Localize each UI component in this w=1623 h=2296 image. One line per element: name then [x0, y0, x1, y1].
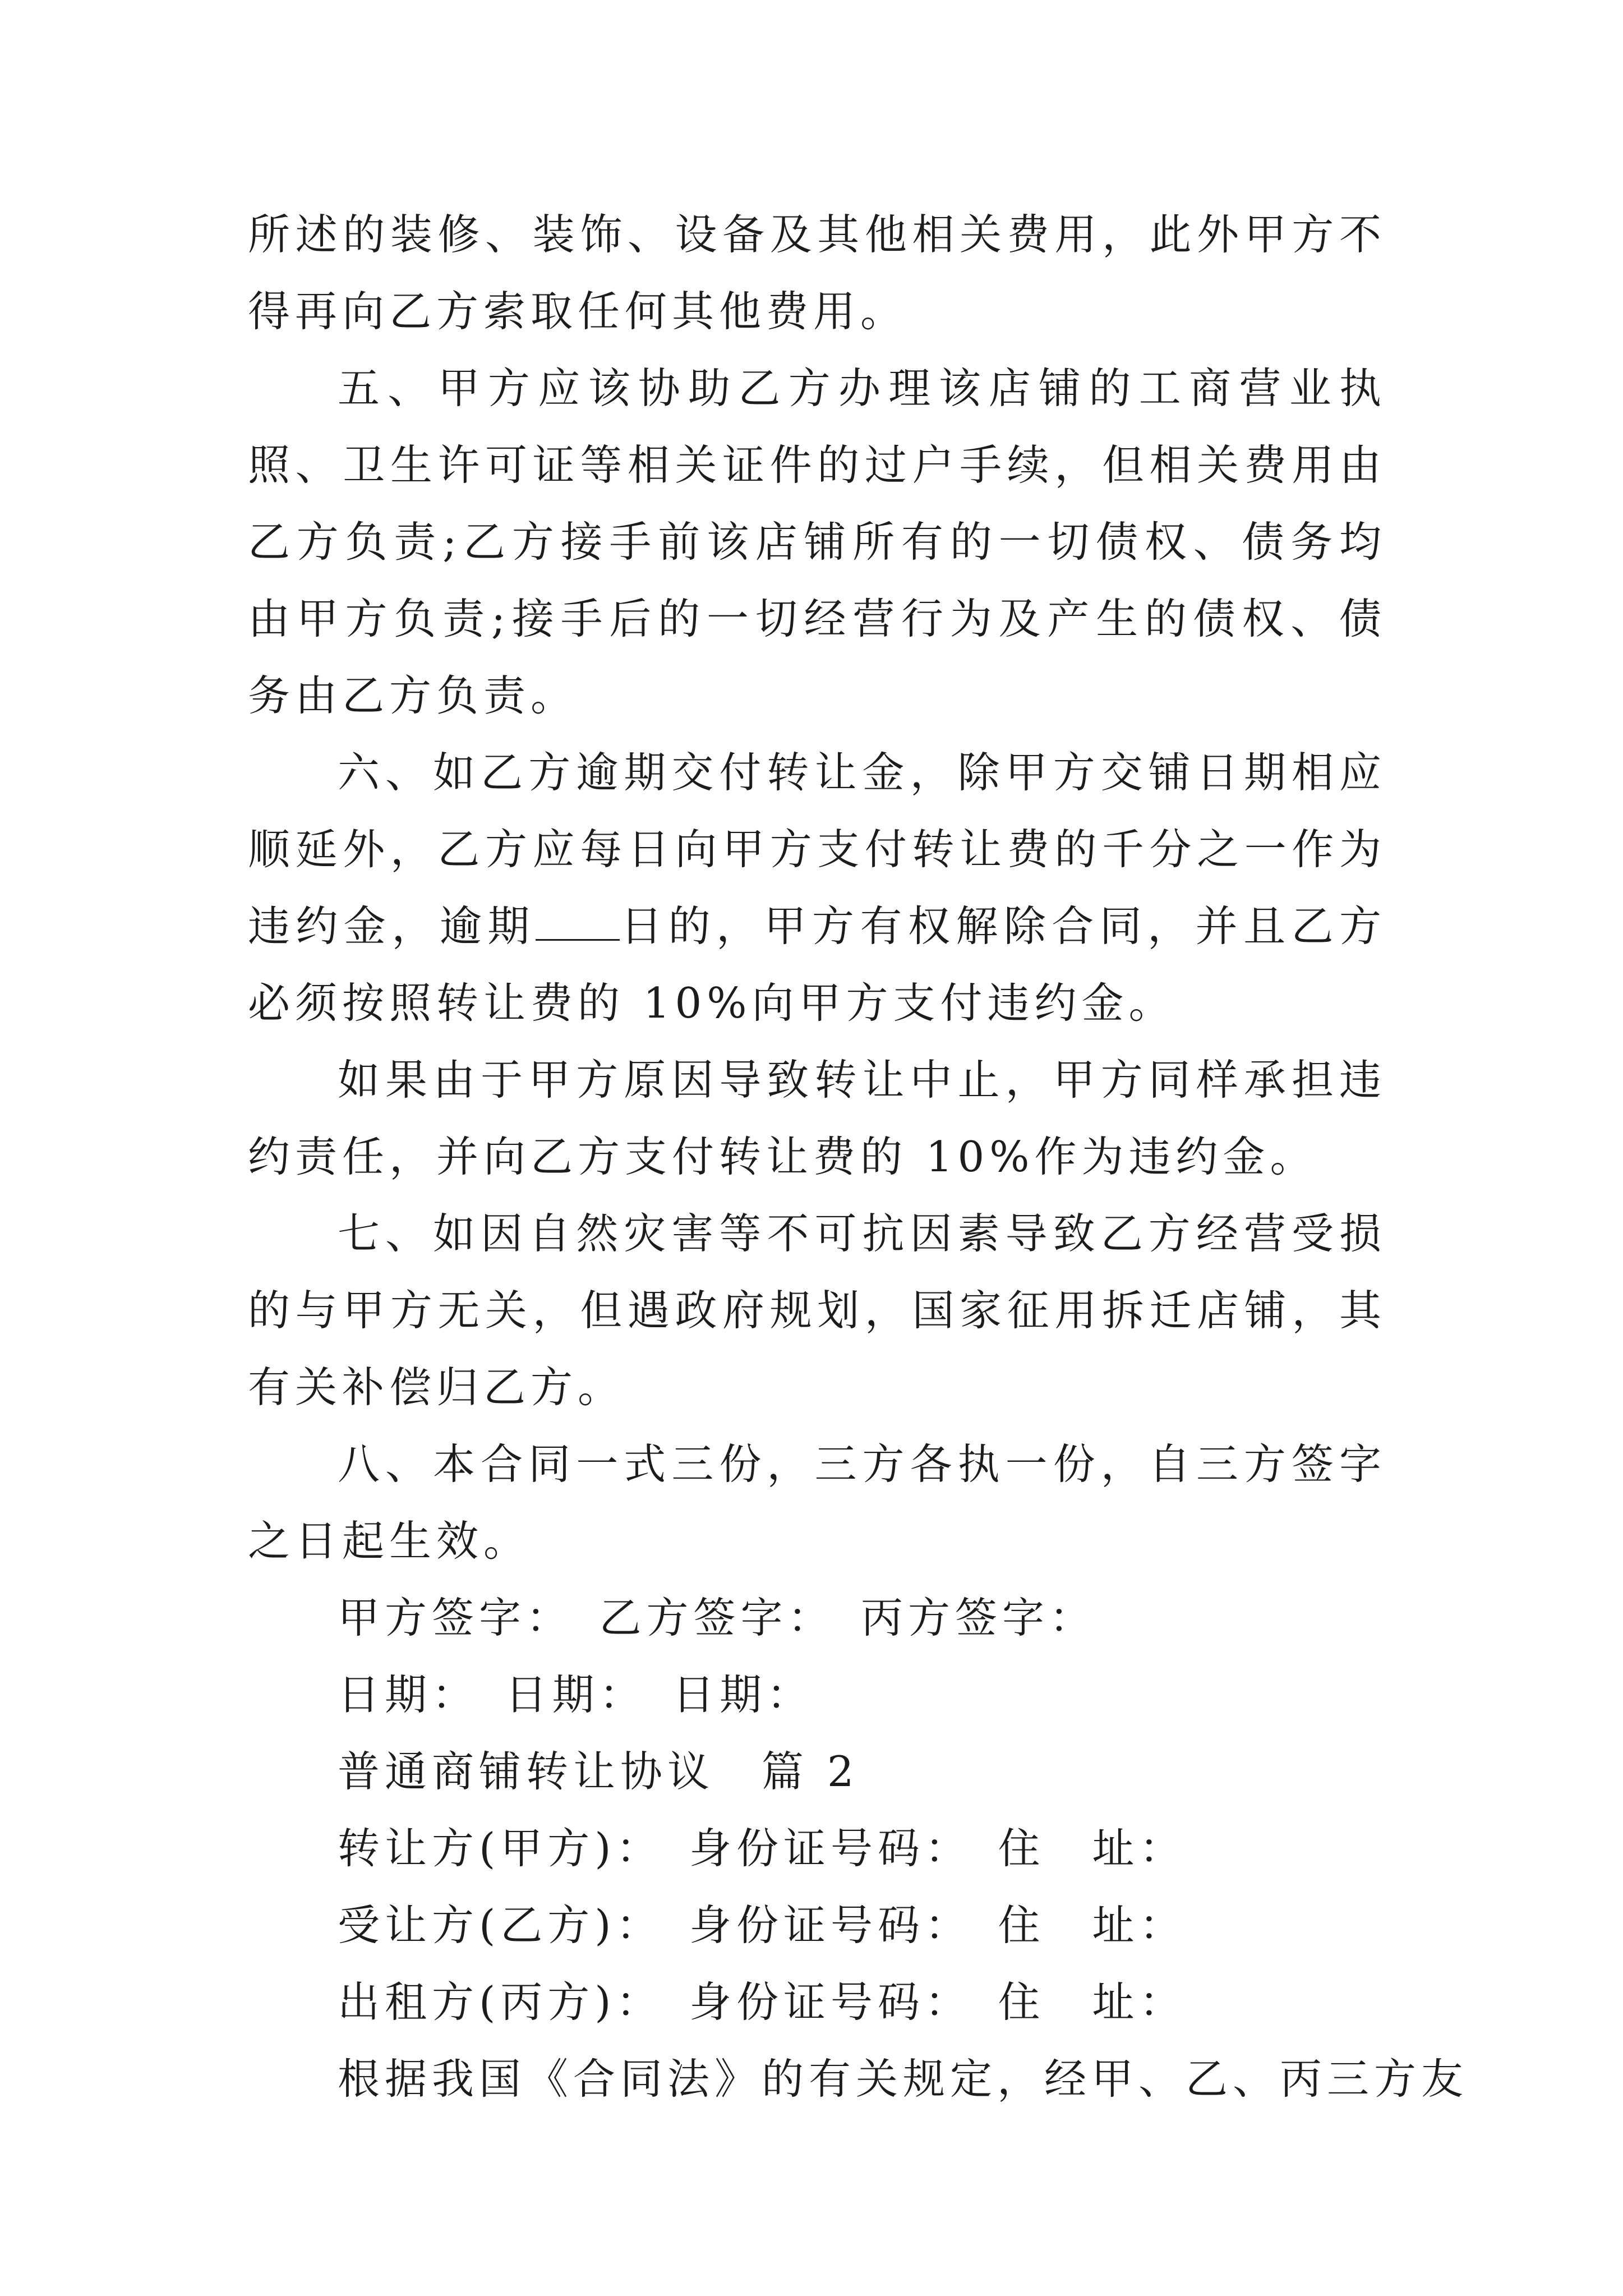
date-line: 日期： 日期： 日期： — [338, 1670, 814, 1719]
document-body — [248, 196, 1469, 2118]
party-c-line: 出租方(丙方)： 身份证号码： 住 址： — [338, 1977, 1187, 2027]
clause-6-part-a: 六、如乙方逾期交付转让金，除甲方交铺日期相应顺延外，乙方应每日向甲方支付转让费的千分之一作为违约金，逾期 — [248, 748, 1386, 951]
section-2-intro: 根据我国《合同法》的有关规定，经甲、乙、丙三方友 — [338, 2054, 1469, 2104]
clause-6 — [248, 734, 1386, 1042]
party-b-line: 受让方(乙方)： 身份证号码： 住 址： — [338, 1901, 1187, 1950]
section-2-title: 普通商铺转让协议 篇 2 — [338, 1747, 859, 1796]
fill-in-blank — [536, 894, 620, 941]
party-a-line: 转让方(甲方)： 身份证号码： 住 址： — [338, 1824, 1187, 1873]
clause-7: 七、如因自然灾害等不可抗因素导致乙方经营受损的与甲方无关，但遇政府规划，国家征用拆迁店铺，其有关补偿归乙方。 — [248, 1209, 1386, 1412]
clause-6-breach: 如果由于甲方原因导致转让中止，甲方同样承担违约责任，并向乙方支付转让费的 10%作为违约金。 — [248, 1055, 1386, 1181]
clause-6-part-b: 日的，甲方有权解除合同，并且乙方必须按照转让费的 10%向甲方支付违约金。 — [248, 901, 1386, 1028]
signature-line: 甲方签字： 乙方签字： 丙方签字： — [338, 1593, 1097, 1642]
paragraph-continuation: 所述的装修、装饰、设备及其他相关费用，此外甲方不得再向乙方索取任何其他费用。 — [248, 210, 1386, 336]
clause-8: 八、本合同一式三份，三方各执一份，自三方签字之日起生效。 — [248, 1439, 1386, 1566]
clause-5: 五、甲方应该协助乙方办理该店铺的工商营业执照、卫生许可证等相关证件的过户手续，但相关费用由乙方负责;乙方接手前该店铺所有的一切债权、债务均由甲方负责;接手后的一切经营行为及产生的债权、债务由乙方负责。 — [248, 364, 1386, 720]
